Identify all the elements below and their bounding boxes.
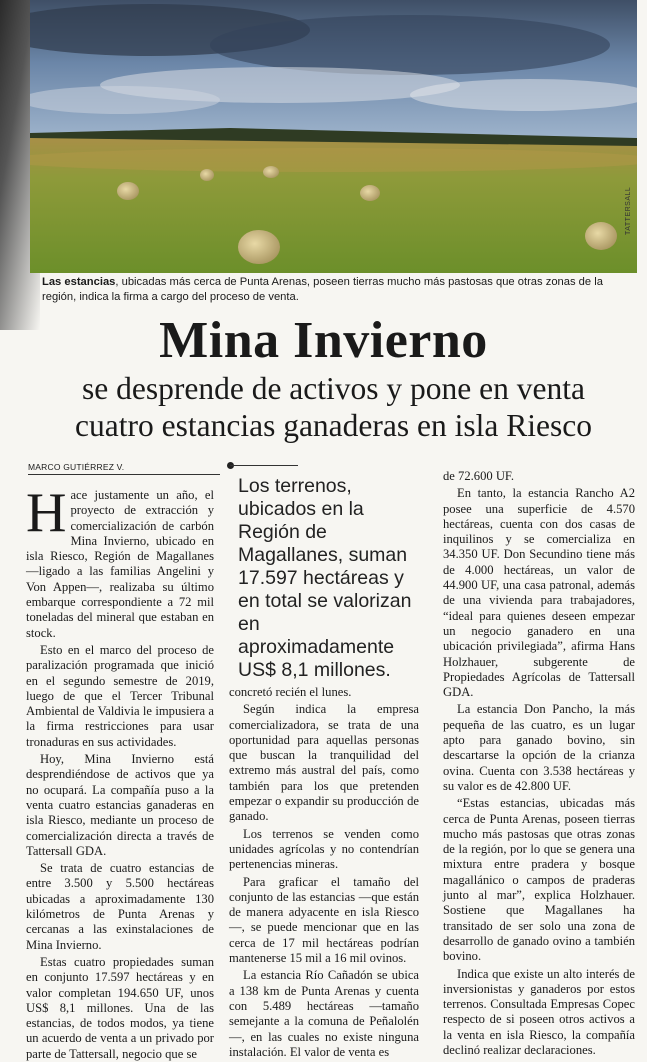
paragraph: concretó recién el lunes. (229, 685, 352, 699)
article-column-1 (26, 482, 214, 1062)
subheadline (20, 370, 647, 444)
byline-rule (28, 474, 220, 475)
subheadline-line-1: se desprende de activos y pone en venta (82, 371, 585, 406)
paragraph: Indica que existe un alto interés de inversionistas y ganaderos por estos terrenos. Consultada Empresas Copec respecto de si poseen otros activos a la venta en isla Riesco, la compañía declinó realizar declaraciones. (443, 966, 635, 1057)
paragraph: “Estas estancias, ubicadas más cerca de Punta Arenas, poseen tierras mucho más pastosas que otras zonas de la región, por lo que se genera una mixtura entre pradera y bosque magallánico o campos de praderas junto al mar”, explica Holzhauer. Sostiene que Magallanes ha transitado de ser solo una zona de desarrollo de ganado ovino a también bovino. (443, 796, 635, 964)
drop-cap: H (26, 482, 67, 544)
photo-caption (42, 275, 640, 305)
paragraph (26, 482, 214, 641)
paragraph: La estancia Río Cañadón se ubica a 138 km de Punta Arenas y cuenta con 5.489 hectáreas —tamaño semejante a la comuna de Peñalolén—, en las cuales no existe ninguna instalación. El valor de venta es (229, 968, 419, 1059)
article-photo (30, 0, 637, 273)
caption-lead: Las estancias (42, 276, 116, 288)
article-column-3 (443, 469, 635, 1058)
paragraph-text: ace justamente un año, el proyecto de extracción y comercialización de carbón Mina Invierno, ubicado en isla Riesco, Región de Magallanes —ligado a las familias Angelini y Von Appen—, realizaba su último embarque correspondiente a 72 mil toneladas del mineral que estaban en stock. (26, 488, 214, 640)
paragraph: La estancia Don Pancho, la más pequeña de las cuatro, es un lugar apto para ganado bovino, sin descartarse la opción de la crianza ovina. Cuenta con 3.538 hectáreas y su valor es de 42.800 UF. (443, 702, 635, 793)
paragraph: Los terrenos se venden como unidades agrícolas y no contendrían pertenencias mineras. (229, 826, 419, 872)
byline: MARCO GUTIÉRREZ V. (28, 462, 125, 472)
paragraph: En tanto, la estancia Rancho A2 posee una superficie de 4.570 hectáreas, cuenta con dos casas de inquilinos y se comercializa en 34.350 UF. Don Secundino tiene más de 4.000 hectáreas, un valor de 44.900 UF, una casa patronal, además de una vivienda para trabajadores, “ideal para quienes deseen empezar un negocio ganadero en una ubicación privilegiada”, afirma Hans Holzhauer, subgerente de Propiedades Agrícolas de Tattersall GDA. (443, 486, 635, 700)
paragraph: Estas cuatro propiedades suman en conjunto 17.597 hectáreas y en valor completan 194.650 UF, unos US$ 8,1 millones. Una de las estancias, de todos modos, ya tiene un acuerdo de venta a un privado por parte de Tattersall, negocio que se (26, 954, 214, 1061)
paragraph: Se trata de cuatro estancias de entre 3.500 y 5.500 hectáreas ubicadas a aproximadamente 130 kilómetros de Punta Arenas y cercanas a las exinstalaciones de Mina Invierno. (26, 861, 214, 952)
article-column-2 (229, 685, 419, 1060)
paragraph: Para graficar el tamaño del conjunto de las estancias —que están de manera adyacente en isla Riesco—, se puede mencionar que en las cerca de 17 mil hectáreas podrían mantenerse 15 mil a 16 mil ovinos. (229, 874, 419, 966)
paragraph: Esto en el marco del proceso de paralización programada que inició en el segundo semestre de 2019, luego de que el Tercer Tribunal Ambiental de Valdivia le impusiera a la firma restricciones para usar tronaduras en sus actividades. (26, 642, 214, 749)
paragraph: Hoy, Mina Invierno está desprendiéndose de activos que ya no ocupará. La compañía puso a la venta cuatro estancias ganaderas en isla Riesco, mediante un proceso de comercialización directa a través de Tattersall GDA. (26, 752, 214, 858)
caption-text: , ubicadas más cerca de Punta Arenas, poseen tierras mucho más pastosas que otras zonas de la región, indica la firma a cargo del proceso de venta. (42, 276, 603, 303)
pullquote-rule (230, 465, 298, 466)
subheadline-line-2: cuatro estancias ganaderas en isla Riesco (75, 408, 592, 443)
pullquote: Los terrenos, ubicados en la Región de Magallanes, suman 17.597 hectáreas y en total se valorizan en aproximadamente US$ 8,1 millones. (238, 475, 412, 681)
paragraph: Según indica la empresa comercializadora, se trata de una oportunidad para aquellas personas que buscan la tranquilidad del extremo más austral del país, como también para los que pretenden empezar o expandir su producción de ganado. (229, 702, 419, 824)
photo-credit: TATTERSALL (625, 186, 632, 235)
headline: Mina Invierno (159, 312, 488, 369)
paragraph: de 72.600 UF. (443, 469, 515, 483)
